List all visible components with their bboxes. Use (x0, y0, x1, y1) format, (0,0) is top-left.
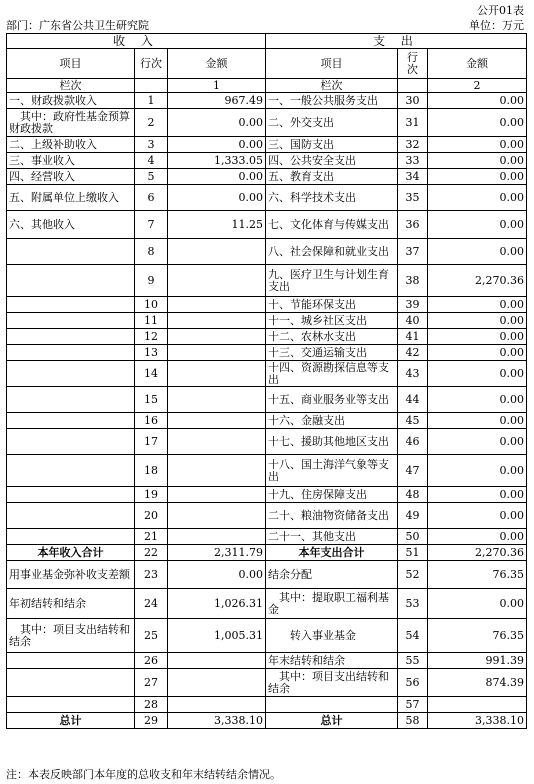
income-row-number: 5 (135, 169, 168, 185)
expense-row-number: 36 (398, 211, 428, 239)
expense-section-title: 支 出 (266, 34, 527, 49)
income-amount-cell: 0.00 (168, 561, 266, 589)
expense-amount-cell: 0.00 (428, 313, 527, 329)
income-item-cell: 总计 (7, 713, 135, 729)
expense-row-number: 51 (398, 545, 428, 561)
income-amount-cell: 0.00 (168, 185, 266, 211)
income-item-cell (7, 503, 135, 529)
expense-item-cell: 二十、粮油物资储备支出 (266, 503, 398, 529)
expense-row-number: 52 (398, 561, 428, 589)
income-amount-cell: 0.00 (168, 169, 266, 185)
expense-row-number: 31 (398, 109, 428, 137)
expense-row-number: 45 (398, 413, 428, 429)
income-item-cell (7, 239, 135, 265)
expense-row-number: 50 (398, 529, 428, 545)
expense-item-cell: 十九、住房保障支出 (266, 487, 398, 503)
income-item-cell (7, 387, 135, 413)
expense-row-number: 49 (398, 503, 428, 529)
income-row-number: 4 (135, 153, 168, 169)
expense-amount-cell: 0.00 (428, 345, 527, 361)
table-row (7, 545, 527, 561)
expense-item-cell (266, 697, 398, 713)
expense-amount-cell: 0.00 (428, 185, 527, 211)
table-row (7, 669, 527, 697)
expense-item-cell: 其中：提取职工福利基金 (266, 589, 398, 619)
table-row (7, 697, 527, 713)
income-amount-cell (168, 429, 266, 455)
income-item-cell (7, 429, 135, 455)
income-row-number: 6 (135, 185, 168, 211)
expense-amount-cell: 0.00 (428, 329, 527, 345)
expense-item-cell: 十、节能环保支出 (266, 297, 398, 313)
expense-amount-cell: 0.00 (428, 455, 527, 487)
income-amount-cell (168, 503, 266, 529)
expense-lanci-blank (398, 79, 428, 93)
expense-amount-cell: 76.35 (428, 561, 527, 589)
income-amount-cell: 2,311.79 (168, 545, 266, 561)
expense-amount-cell: 0.00 (428, 503, 527, 529)
income-row-number: 29 (135, 713, 168, 729)
expense-item-cell: 十八、国土海洋气象等支出 (266, 455, 398, 487)
unit-label: 单位：万元 (469, 19, 524, 32)
income-item-cell (7, 265, 135, 297)
expense-lanci-label: 栏次 (266, 79, 398, 93)
income-item-cell (7, 361, 135, 387)
income-amount-cell (168, 297, 266, 313)
expense-item-cell: 一、一般公共服务支出 (266, 93, 398, 109)
income-section-title: 收 入 (7, 34, 266, 49)
income-amount-cell (168, 387, 266, 413)
income-row-number: 9 (135, 265, 168, 297)
income-item-cell (7, 413, 135, 429)
expense-item-cell: 十二、农林水支出 (266, 329, 398, 345)
table-row (7, 185, 527, 211)
expense-row-number: 38 (398, 265, 428, 297)
income-amount-cell: 1,005.31 (168, 619, 266, 653)
department-label: 部门：广东省公共卫生研究院 (6, 19, 149, 32)
income-amount-cell (168, 455, 266, 487)
table-row (7, 169, 527, 185)
expense-amount-cell: 0.00 (428, 137, 527, 153)
income-row-number: 14 (135, 361, 168, 387)
table-row (7, 239, 527, 265)
expense-item-cell: 十四、资源勘探信息等支出 (266, 361, 398, 387)
expense-item-cell: 三、国防支出 (266, 137, 398, 153)
income-amount-header: 金额 (168, 49, 266, 79)
income-amount-cell (168, 345, 266, 361)
expense-amount-cell: 0.00 (428, 169, 527, 185)
expense-amount-cell: 0.00 (428, 153, 527, 169)
expense-item-cell: 四、公共安全支出 (266, 153, 398, 169)
income-amount-cell (168, 697, 266, 713)
expense-row-number: 57 (398, 697, 428, 713)
expense-item-cell: 十五、商业服务业等支出 (266, 387, 398, 413)
income-row-number: 28 (135, 697, 168, 713)
expense-amount-cell: 874.39 (428, 669, 527, 697)
income-amount-cell (168, 487, 266, 503)
expense-item-cell: 十六、金融支出 (266, 413, 398, 429)
table-row (7, 93, 527, 109)
income-row-number: 7 (135, 211, 168, 239)
table-row (7, 211, 527, 239)
expense-item-cell: 六、科学技术支出 (266, 185, 398, 211)
table-row (7, 619, 527, 653)
expense-row-number: 58 (398, 713, 428, 729)
income-row-number: 25 (135, 619, 168, 653)
table-row (7, 487, 527, 503)
expense-row-number: 37 (398, 239, 428, 265)
income-item-cell (7, 529, 135, 545)
expense-amount-cell: 0.00 (428, 529, 527, 545)
expense-row-number: 39 (398, 297, 428, 313)
expense-row-number: 32 (398, 137, 428, 153)
income-amount-cell: 1,026.31 (168, 589, 266, 619)
expense-row-number: 48 (398, 487, 428, 503)
table-row (7, 413, 527, 429)
income-item-cell (7, 487, 135, 503)
income-row-number: 19 (135, 487, 168, 503)
expense-amount-cell: 0.00 (428, 487, 527, 503)
expense-item-cell: 七、文化体育与传媒支出 (266, 211, 398, 239)
table-row (7, 455, 527, 487)
income-item-cell: 一、财政拨款收入 (7, 93, 135, 109)
income-amount-cell (168, 669, 266, 697)
expense-amount-cell: 0.00 (428, 387, 527, 413)
expense-item-header: 项目 (266, 49, 398, 79)
income-item-cell (7, 455, 135, 487)
table-row (7, 153, 527, 169)
expense-row-number: 34 (398, 169, 428, 185)
income-amount-cell (168, 265, 266, 297)
table-row (7, 109, 527, 137)
income-item-cell: 六、其他收入 (7, 211, 135, 239)
income-item-header: 项目 (7, 49, 135, 79)
table-row (7, 137, 527, 153)
table-row (7, 265, 527, 297)
expense-row-number: 33 (398, 153, 428, 169)
income-item-cell: 五、附属单位上缴收入 (7, 185, 135, 211)
income-amount-cell: 3,338.10 (168, 713, 266, 729)
income-item-cell (7, 345, 135, 361)
income-row-number: 18 (135, 455, 168, 487)
expense-row-number: 35 (398, 185, 428, 211)
expense-row-number: 55 (398, 653, 428, 669)
expense-amount-cell: 0.00 (428, 589, 527, 619)
expense-amount-cell: 0.00 (428, 297, 527, 313)
income-row-number: 8 (135, 239, 168, 265)
income-lanci-blank (135, 79, 168, 93)
income-lanci-label: 栏次 (7, 79, 135, 93)
income-row-number: 27 (135, 669, 168, 697)
income-amount-cell (168, 361, 266, 387)
form-id: 公开01表 (477, 4, 524, 17)
expense-row-number: 53 (398, 589, 428, 619)
table-row (7, 529, 527, 545)
income-amount-cell: 11.25 (168, 211, 266, 239)
table-row (7, 429, 527, 455)
income-item-cell: 年初结转和结余 (7, 589, 135, 619)
income-item-cell (7, 697, 135, 713)
table-row (7, 297, 527, 313)
table-row (7, 313, 527, 329)
income-row-number: 22 (135, 545, 168, 561)
expense-amount-cell: 3,338.10 (428, 713, 527, 729)
income-item-cell: 本年收入合计 (7, 545, 135, 561)
income-row-number: 12 (135, 329, 168, 345)
income-row-number: 20 (135, 503, 168, 529)
expense-item-cell: 八、社会保障和就业支出 (266, 239, 398, 265)
expense-row-number: 46 (398, 429, 428, 455)
expense-row-number: 56 (398, 669, 428, 697)
expense-row-number: 42 (398, 345, 428, 361)
income-amount-cell (168, 653, 266, 669)
expense-item-cell: 年末结转和结余 (266, 653, 398, 669)
expense-item-cell: 本年支出合计 (266, 545, 398, 561)
income-item-cell: 其中：项目支出结转和结余 (7, 619, 135, 653)
expense-amount-cell: 0.00 (428, 239, 527, 265)
expense-amount-cell: 2,270.36 (428, 265, 527, 297)
income-row-number: 13 (135, 345, 168, 361)
income-row-number: 23 (135, 561, 168, 589)
income-item-cell (7, 329, 135, 345)
expense-item-cell: 总计 (266, 713, 398, 729)
income-amount-cell (168, 413, 266, 429)
table-row (7, 653, 527, 669)
income-amount-cell: 967.49 (168, 93, 266, 109)
income-item-cell (7, 297, 135, 313)
expense-amount-cell: 2,270.36 (428, 545, 527, 561)
income-row-number: 16 (135, 413, 168, 429)
expense-amount-cell: 0.00 (428, 429, 527, 455)
table-row (7, 329, 527, 345)
expense-item-cell: 转入事业基金 (266, 619, 398, 653)
expense-amount-header: 金额 (428, 49, 527, 79)
income-amount-cell (168, 329, 266, 345)
table-row (7, 345, 527, 361)
expense-amount-cell: 0.00 (428, 109, 527, 137)
income-item-cell: 四、经营收入 (7, 169, 135, 185)
income-row-number: 11 (135, 313, 168, 329)
income-row-number: 15 (135, 387, 168, 413)
expense-amount-cell: 0.00 (428, 93, 527, 109)
income-item-cell: 用事业基金弥补收支差额 (7, 561, 135, 589)
income-row-number: 1 (135, 93, 168, 109)
income-amount-cell: 1,333.05 (168, 153, 266, 169)
expense-amount-cell: 0.00 (428, 413, 527, 429)
income-amount-cell (168, 529, 266, 545)
income-row-number: 3 (135, 137, 168, 153)
expense-row-number: 43 (398, 361, 428, 387)
expense-item-cell: 五、教育支出 (266, 169, 398, 185)
expense-item-cell: 结余分配 (266, 561, 398, 589)
income-row-number: 17 (135, 429, 168, 455)
income-row-number: 2 (135, 109, 168, 137)
income-col-number: 1 (168, 79, 266, 93)
table-row (7, 561, 527, 589)
income-item-cell: 三、事业收入 (7, 153, 135, 169)
expense-amount-cell: 0.00 (428, 211, 527, 239)
table-row (7, 387, 527, 413)
income-item-cell (7, 653, 135, 669)
expense-item-cell: 十七、援助其他地区支出 (266, 429, 398, 455)
budget-table (6, 33, 527, 729)
income-amount-cell (168, 239, 266, 265)
expense-amount-cell: 991.39 (428, 653, 527, 669)
expense-row-number: 30 (398, 93, 428, 109)
income-amount-cell (168, 313, 266, 329)
income-row-number: 10 (135, 297, 168, 313)
expense-row-number: 44 (398, 387, 428, 413)
table-row (7, 589, 527, 619)
income-row-number: 24 (135, 589, 168, 619)
expense-row-number: 47 (398, 455, 428, 487)
expense-amount-cell: 0.00 (428, 361, 527, 387)
expense-amount-cell (428, 697, 527, 713)
expense-row-header: 行 次 (398, 49, 428, 79)
table-row (7, 503, 527, 529)
income-amount-cell: 0.00 (168, 109, 266, 137)
expense-item-cell: 二十一、其他支出 (266, 529, 398, 545)
expense-item-cell: 九、医疗卫生与计划生育支出 (266, 265, 398, 297)
expense-amount-cell: 76.35 (428, 619, 527, 653)
income-item-cell: 二、上级补助收入 (7, 137, 135, 153)
expense-item-cell: 其中：项目支出结转和结余 (266, 669, 398, 697)
table-row (7, 361, 527, 387)
income-item-cell (7, 669, 135, 697)
expense-item-cell: 二、外交支出 (266, 109, 398, 137)
income-item-cell: 其中：政府性基金预算财政拨款 (7, 109, 135, 137)
footnote: 注：本表反映部门本年度的总收支和年末结转结余情况。 (6, 768, 281, 781)
expense-col-number: 2 (428, 79, 527, 93)
income-row-number: 26 (135, 653, 168, 669)
income-row-number: 21 (135, 529, 168, 545)
income-item-cell (7, 313, 135, 329)
expense-item-cell: 十一、城乡社区支出 (266, 313, 398, 329)
table-row (7, 713, 527, 729)
income-row-header: 行次 (135, 49, 168, 79)
income-amount-cell: 0.00 (168, 137, 266, 153)
expense-row-number: 54 (398, 619, 428, 653)
expense-row-number: 40 (398, 313, 428, 329)
expense-row-number: 41 (398, 329, 428, 345)
expense-item-cell: 十三、交通运输支出 (266, 345, 398, 361)
